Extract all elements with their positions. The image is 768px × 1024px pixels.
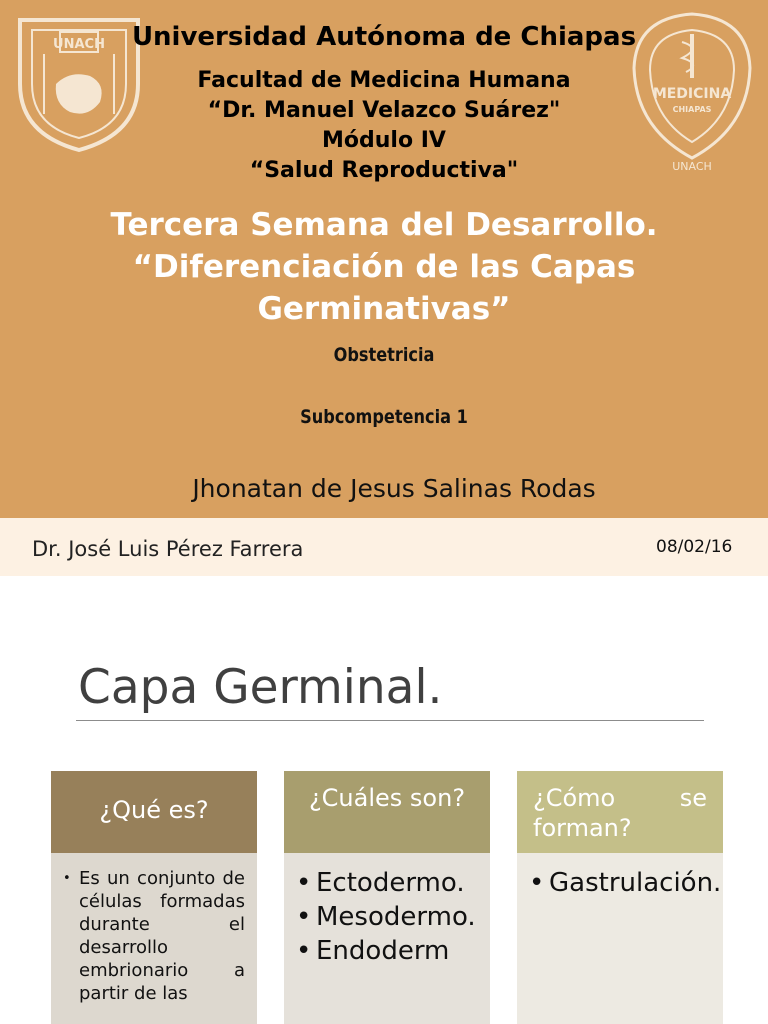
list-item-text: Mesodermo. — [316, 902, 476, 932]
presentation-date: 08/02/16 — [656, 537, 733, 557]
bullet-icon: • — [296, 868, 312, 898]
subcompetence-label: Subcompetencia 1 — [300, 406, 468, 428]
list-item — [296, 935, 480, 967]
column-que-es — [51, 771, 257, 1024]
bullet-icon: • — [529, 868, 545, 898]
logo-right-place: CHIAPAS — [672, 105, 712, 114]
logo-right-center: MEDICINA — [652, 86, 732, 102]
column-cuales-son — [284, 771, 490, 1024]
list-item — [63, 867, 245, 1005]
list-item — [296, 901, 480, 933]
faculty-block — [0, 66, 768, 186]
list-item-text: Ectodermo. — [316, 868, 465, 898]
logo-right-bottom: UNACH — [672, 160, 712, 173]
logo-left-text: UNACH — [53, 37, 105, 52]
university-name: Universidad Autónoma de Chiapas — [131, 22, 637, 52]
bullet-icon: • — [63, 871, 71, 886]
faculty-line: “Dr. Manuel Velazco Suárez" — [207, 98, 561, 123]
title-line: “Diferenciación de las Capas — [132, 249, 636, 285]
bullet-icon: • — [296, 902, 312, 932]
column-body — [51, 853, 257, 1024]
faculty-line: Facultad de Medicina Humana — [197, 68, 571, 93]
list-item — [296, 867, 480, 899]
bullet-icon: • — [296, 936, 312, 966]
column-como-se-forman — [517, 771, 723, 1024]
teacher-name: Dr. José Luis Pérez Farrera — [32, 537, 304, 561]
title-divider — [76, 720, 704, 721]
list-item-text: Es un conjunto de células formadas durante el desarrollo embrionario a partir de las — [79, 868, 245, 1004]
list-item-text: Endoderm — [316, 936, 450, 966]
list-item — [529, 867, 722, 899]
title-line: Tercera Semana del Desarrollo. — [110, 207, 658, 243]
column-body — [284, 853, 490, 1024]
column-heading: ¿Qué es? — [51, 771, 257, 853]
faculty-line: Módulo IV — [322, 128, 446, 153]
faculty-line: “Salud Reproductiva" — [249, 158, 519, 183]
subject-label: Obstetricia — [333, 344, 435, 366]
list-item-text: Gastrulación. — [549, 868, 722, 898]
author-name: Jhonatan de Jesus Salinas Rodas — [192, 474, 596, 503]
presentation-title — [0, 204, 768, 330]
title-line: Germinativas” — [257, 291, 511, 327]
slide-title: Capa Germinal. — [78, 660, 443, 715]
column-heading: ¿Cuáles son? — [284, 771, 490, 853]
column-heading: ¿Cómo se forman? — [517, 771, 723, 853]
column-body — [517, 853, 723, 1024]
